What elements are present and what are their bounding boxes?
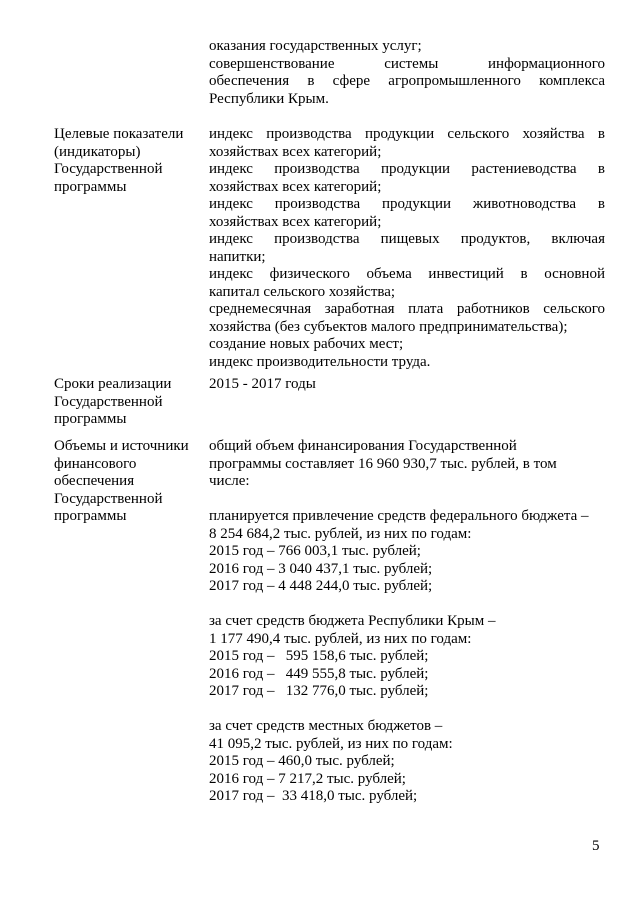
text-line: хозяйствах всех категорий;	[209, 213, 382, 230]
text-line: общий объем финансирования Государственной	[209, 438, 517, 454]
text-line: 2016 год – 7 217,2 тыс. рублей;	[209, 770, 406, 787]
text-line: 2016 год – 3 040 437,1 тыс. рублей;	[209, 560, 433, 577]
text-line: числе:	[209, 473, 250, 489]
text-line: Республики Крым.	[209, 90, 329, 107]
text-line: оказания государственных услуг;	[209, 38, 422, 54]
label-line: Объемы и источники	[54, 438, 189, 454]
text-line: индекс производительности труда.	[209, 353, 431, 370]
text-line: индекс производства продукции растениеводства в	[209, 161, 605, 177]
text-line: индекс физического объема инвестиций в основной	[209, 266, 605, 282]
text-line: хозяйствах всех категорий;	[209, 178, 382, 195]
label-line: программы	[54, 178, 127, 195]
text-line: 41 095,2 тыс. рублей, из них по годам:	[209, 735, 453, 752]
text-line: 2016 год – 449 555,8 тыс. рублей;	[209, 665, 429, 682]
blank-line	[209, 701, 605, 719]
text-line: за счет средств местных бюджетов –	[209, 718, 443, 734]
label-line: Государственной	[54, 161, 163, 177]
text-line: индекс производства продукции животноводства в	[209, 196, 605, 212]
label-line: Государственной	[54, 393, 163, 410]
text-line: среднемесячная заработная плата работников сельского	[209, 301, 605, 317]
blank-line	[209, 491, 605, 509]
text-line: напитки;	[209, 248, 266, 265]
goals-continuation	[209, 38, 605, 108]
label-line: программы	[54, 508, 127, 524]
text-line: программы составляет 16 960 930,7 тыс. рублей, в том	[209, 455, 557, 472]
blank-line	[209, 596, 605, 614]
funding-label	[54, 438, 204, 526]
text-line: хозяйства (без субъектов малого предпринимательства);	[209, 318, 568, 335]
terms-label	[54, 376, 204, 429]
text-line: 2017 год – 33 418,0 тыс. рублей;	[209, 788, 418, 804]
text-line: индекс производства продукции сельского хозяйства в	[209, 126, 605, 142]
text-line: 2015 год – 595 158,6 тыс. рублей;	[209, 648, 429, 664]
text-line: 2017 год – 4 448 244,0 тыс. рублей;	[209, 578, 433, 594]
text-line: 8 254 684,2 тыс. рублей, из них по годам:	[209, 525, 472, 542]
text-line: индекс производства пищевых продуктов, включая	[209, 231, 605, 247]
indicators-label	[54, 126, 204, 196]
label-line: Сроки реализации	[54, 376, 172, 392]
text-line: создание новых рабочих мест;	[209, 336, 404, 352]
label-line: финансового	[54, 455, 137, 472]
text-line: обеспечения в сфере агропромышленного комплекса	[209, 73, 605, 89]
text-line: капитал сельского хозяйства;	[209, 283, 396, 300]
label-line: обеспечения	[54, 473, 135, 489]
text-line: 2015 год – 460,0 тыс. рублей;	[209, 753, 395, 769]
text-line: 1 177 490,4 тыс. рублей, из них по годам:	[209, 630, 472, 647]
text-line: 2015 - 2017 годы	[209, 376, 316, 392]
terms-value	[209, 376, 605, 394]
text-line: планируется привлечение средств федерального бюджета –	[209, 508, 589, 524]
label-line: Целевые показатели	[54, 126, 184, 142]
label-line: программы	[54, 411, 127, 427]
text-line: совершенствование системы информационного	[209, 55, 605, 72]
text-line: 2015 год – 766 003,1 тыс. рублей;	[209, 543, 421, 559]
funding-details	[209, 438, 605, 806]
text-line: за счет средств бюджета Республики Крым –	[209, 613, 496, 629]
indicators-list	[209, 126, 605, 371]
text-line: 2017 год – 132 776,0 тыс. рублей;	[209, 683, 429, 699]
page-number: 5	[592, 838, 600, 854]
label-line: Государственной	[54, 490, 163, 507]
label-line: (индикаторы)	[54, 143, 141, 160]
text-line: хозяйствах всех категорий;	[209, 143, 382, 160]
